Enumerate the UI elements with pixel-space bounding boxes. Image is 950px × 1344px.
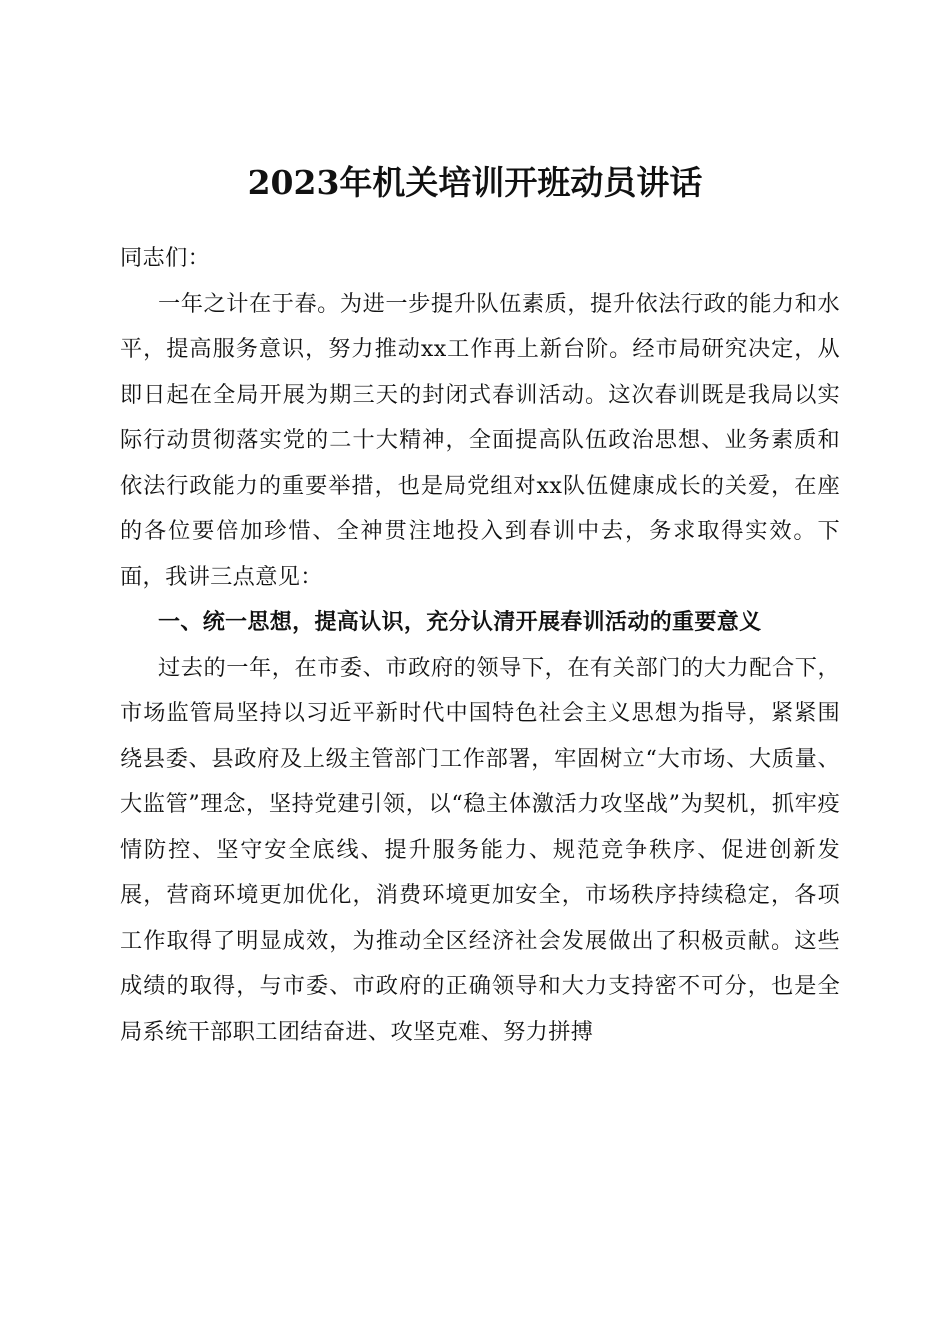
section-heading-1: 一、统一思想，提高认识，充分认清开展春训活动的重要意义 [158,610,762,635]
document-body [120,236,840,1055]
document-title: 2023年机关培训开班动员讲话 [247,163,703,203]
paragraph-review: 过去的一年，在市委、市政府的领导下，在有关部门的大力配合下，市场监管局坚持以习近平新时代中国特色社会主义思想为指导，紧紧围绕县委、县政府及上级主管部门工作部署，牢固树立“大市场、大质量、大监管”理念，坚持党建引领，以“稳主体激活力攻坚战”为契机，抓牢疫情防控、坚守安全底线、提升服务能力、规范竞争秩序、促进创新发展，营商环境更加优化，消费环境更加安全，市场秩序持续稳定，各项工作取得了明显成效，为推动全区经济社会发展做出了积极贡献。这些成绩的取得，与市委、市政府的正确领导和大力支持密不可分，也是全局系统干部职工团结奋进、攻坚克难、努力拼搏 [120,654,840,1045]
paragraph-intro: 一年之计在于春。为进一步提升队伍素质，提升依法行政的能力和水平，提高服务意识，努力推动xx工作再上新台阶。经市局研究决定，从即日起在全局开展为期三天的封闭式春训活动。这次春训既是我局以实际行动贯彻落实党的二十大精神，全面提高队伍政治思想、业务素质和依法行政能力的重要举措，也是局党组对xx队伍健康成长的关爱，在座的各位要倍加珍惜、全神贯注地投入到春训中去，务求取得实效。下面，我讲三点意见： [120,290,840,590]
salutation: 同志们： [120,245,211,271]
